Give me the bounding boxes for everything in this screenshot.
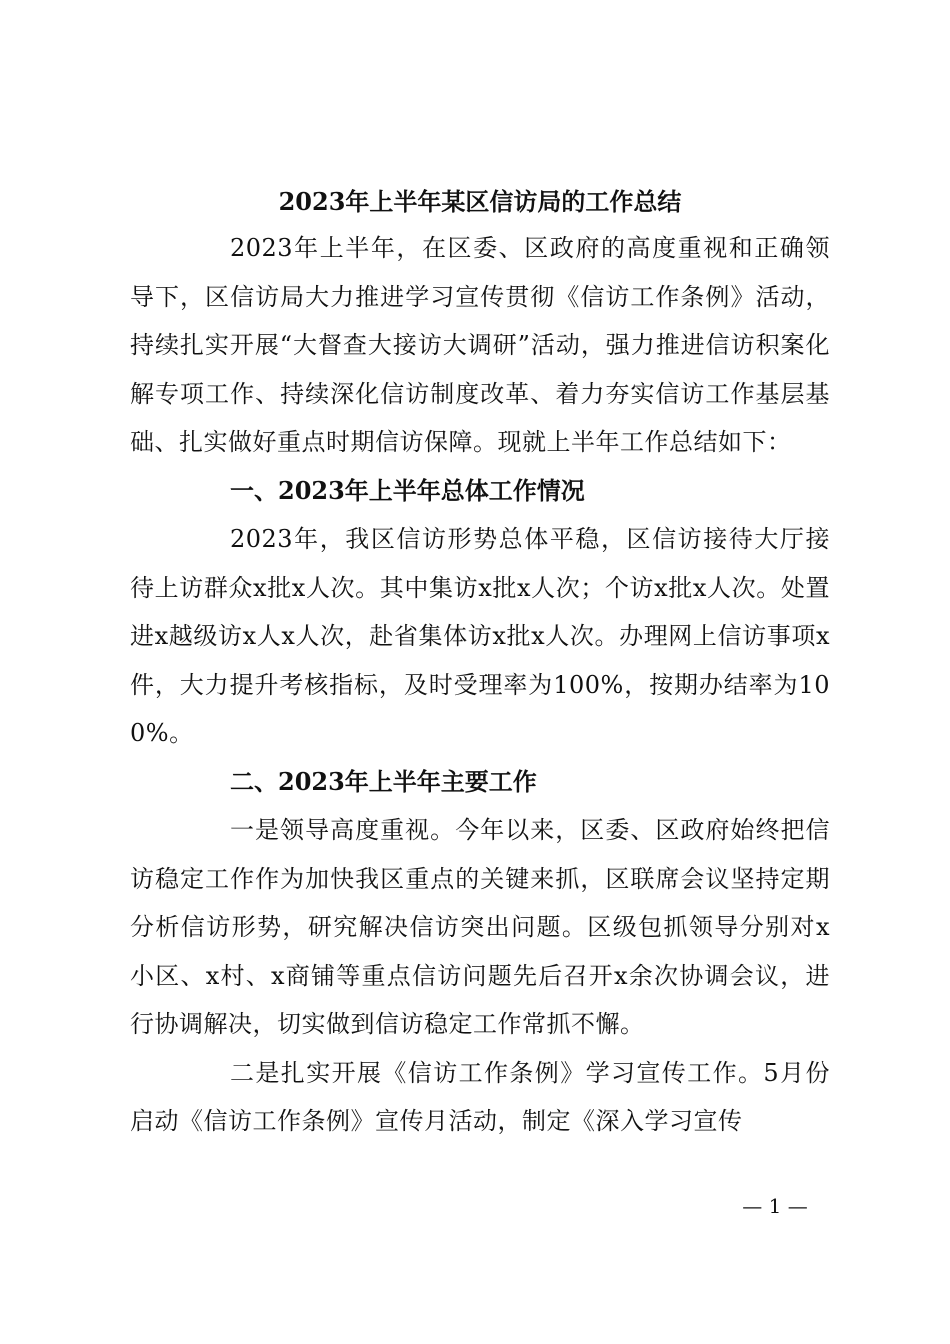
document-page: [130, 180, 830, 1146]
section-1-heading: 一、2023年上半年总体工作情况: [230, 475, 585, 505]
document-title: 2023年上半年某区信访局的工作总结: [278, 187, 682, 216]
section-2-heading: 二、2023年上半年主要工作: [230, 766, 537, 796]
section-1-paragraph: 2023年，我区信访形势总体平稳，区信访接待大厅接待上访群众x批x人次。其中集访x批x人次；个访x批x人次。处置进x越级访x人x人次，赴省集体访x批x人次。办理网上信访事项x件，大力提升考核指标，及时受理率为100%，按期办结率为100%。: [130, 525, 830, 747]
section-2-paragraph-2: 二是扎实开展《信访工作条例》学习宣传工作。5月份启动《信访工作条例》宣传月活动，制定《深入学习宣传: [130, 1058, 830, 1135]
section-2-paragraph-1: 一是领导高度重视。今年以来，区委、区政府始终把信访稳定工作作为加快我区重点的关键来抓，区联席会议坚持定期分析信访形势，研究解决信访突出问题。区级包抓领导分别对x小区、x村、x商铺等重点信访问题先后召开x余次协调会议，进行协调解决，切实做到信访稳定工作常抓不懈。: [130, 816, 830, 1038]
intro-paragraph: 2023年上半年，在区委、区政府的高度重视和正确领导下，区信访局大力推进学习宣传贯彻《信访工作条例》活动，持续扎实开展“大督查大接访大调研”活动，强力推进信访积案化解专项工作、持续深化信访制度改革、着力夯实信访工作基层基础、扎实做好重点时期信访保障。现就上半年工作总结如下：: [130, 234, 830, 456]
page-number: — 1 —: [742, 1194, 808, 1218]
